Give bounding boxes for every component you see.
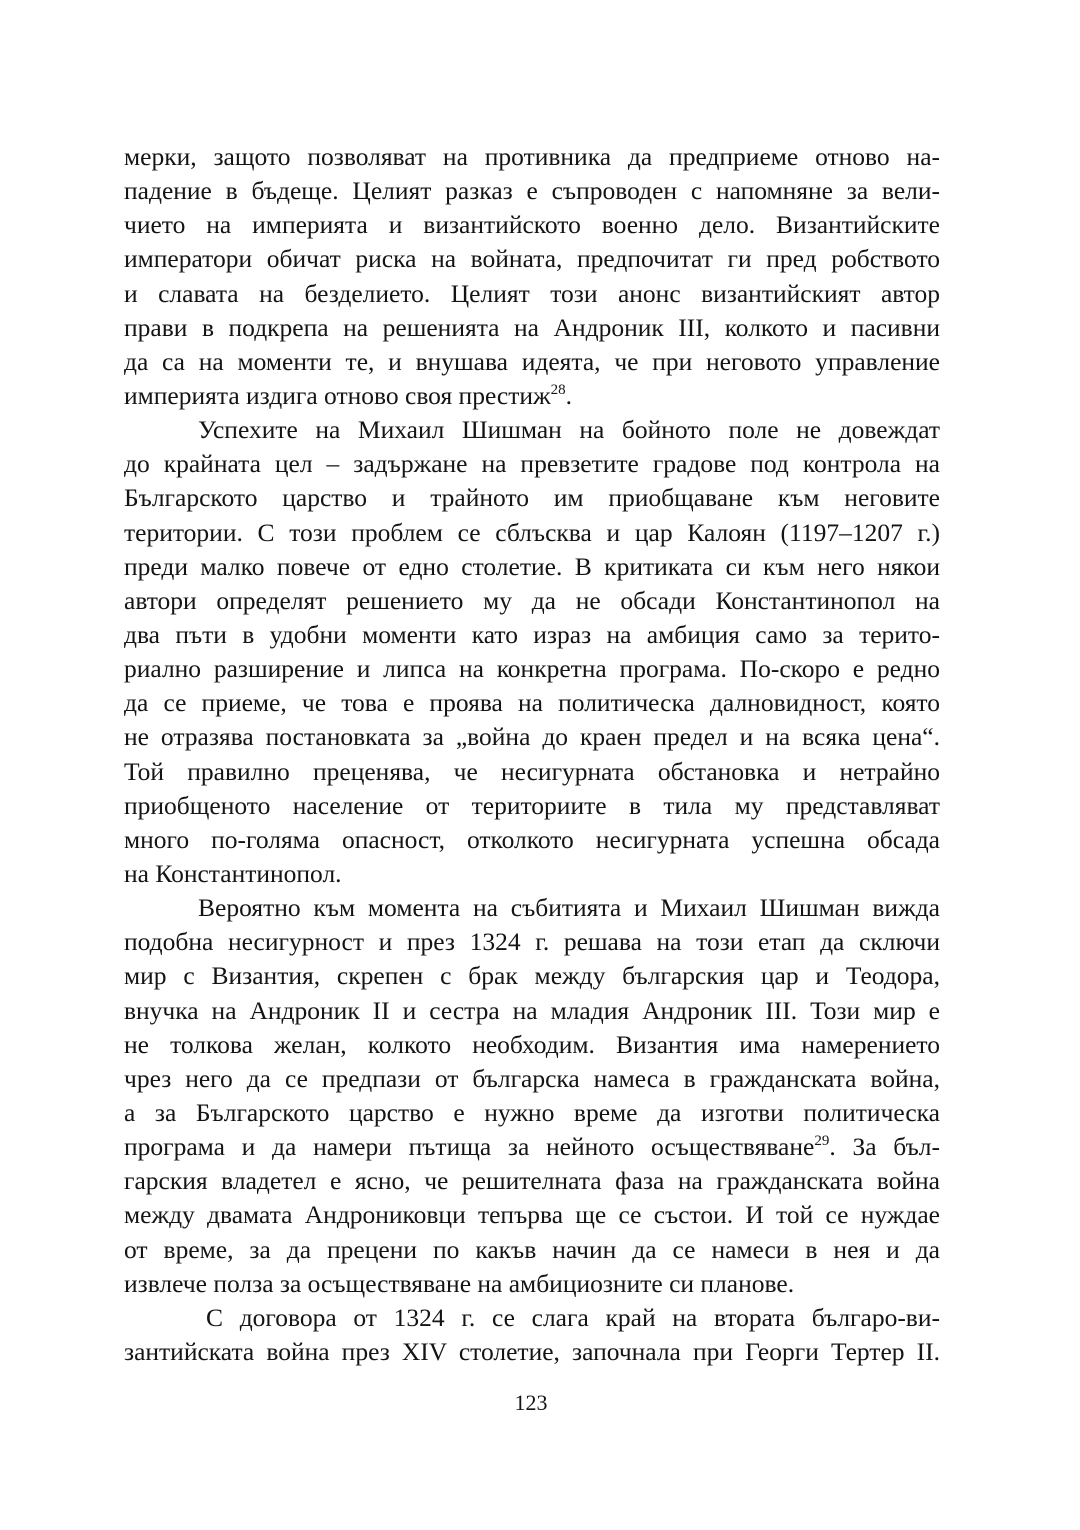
text-line: гарския владетел е ясно, че решителната фаза на гражданската война <box>124 1166 940 1196</box>
text-line: и славата на безделието. Целият този анонс византийският автор <box>124 278 940 308</box>
text-line: извлече полза за осъществяване на амбициозните си планове. <box>124 1268 795 1298</box>
text-line: Българското царство и трайното им приобщаване към неговите <box>124 483 940 513</box>
text-line: мир с Византия, скрепен с брак между българския цар и Теодора, <box>124 961 940 991</box>
text-line: Успехите на Михаил Шишман на бойното поле не довеждат <box>198 415 940 445</box>
paragraph <box>124 413 940 891</box>
text-line: много по-голяма опасност, отколкото несигурната успешна обсада <box>124 824 940 854</box>
text-line: между двамата Андрониковци тепърва ще се състои. И той се нуждае <box>124 1200 940 1230</box>
text-line: не толкова желан, колкото необходим. Византия има намерението <box>124 1029 940 1059</box>
text-line: императори обичат риска на войната, предпочитат ги пред робството <box>124 244 940 274</box>
text-line: да са на моменти те, и внушава идеята, че при неговото управление <box>124 346 940 376</box>
text-line: преди малко повече от едно столетие. В критиката си към него някои <box>124 551 940 581</box>
text-line: програма и да намери пътища за нейното осъществяване$^{29}$. За бъл- <box>124 1132 941 1162</box>
text-line: зантийската война през XIV столетие, започнала при Георги Тертер II. <box>124 1336 940 1366</box>
text-line: да се приеме, че това е проява на политическа далновидност, която <box>124 688 940 718</box>
paragraph <box>124 891 940 1301</box>
text-line: империята издига отново своя престиж$^{28}$. <box>124 380 573 410</box>
text-line: а за Българското царство е нужно време да изготви политическа <box>124 1097 940 1127</box>
text-line: Вероятно към момента на събитията и Михаил Шишман вижда <box>198 893 940 923</box>
text-line: подобна несигурност и през 1324 г. решава на този етап да сключи <box>124 927 940 957</box>
paragraph <box>124 140 940 413</box>
text-line: падение в бъдеще. Целият разказ е съпроводен с напомняне за вели- <box>124 176 940 206</box>
page-number: 123 <box>514 1390 548 1415</box>
text-line: от време, за да прецени по какъв начин да се намеси в нея и да <box>124 1234 940 1264</box>
text-line: мерки, защото позволяват на противника да предприеме отново на- <box>124 142 940 171</box>
text-line: до крайната цел – задържане на превзетите градове под контрола на <box>124 449 940 479</box>
footnote-reference[interactable]: 29 <box>814 1133 830 1150</box>
text-line: Той правилно преценява, че несигурната обстановка и нетрайно <box>124 756 940 786</box>
text-line: територии. С този проблем се сблъсква и цар Калоян (1197–1207 г.) <box>124 517 940 547</box>
text-line: автори определят решението му да не обсади Константинопол на <box>124 585 940 615</box>
text-line: прави в подкрепа на решенията на Андроник III, колкото и пасивни <box>124 312 940 342</box>
text-line: С договора от 1324 г. се слага край на втората българо-ви- <box>206 1302 940 1332</box>
text-line: на Константинопол. <box>124 858 342 888</box>
text-line: чието на империята и византийското военно дело. Византийските <box>124 210 940 240</box>
footnote-reference[interactable]: 28 <box>550 381 566 398</box>
text-line: приобщеното население от териториите в тила му представляват <box>124 790 940 820</box>
text-line: два пъти в удобни моменти като израз на амбиция само за терито- <box>124 619 940 649</box>
body-text <box>124 140 940 1369</box>
text-line: чрез него да се предпази от българска намеса в гражданската война, <box>124 1063 940 1093</box>
text-line: внучка на Андроник II и сестра на младия Андроник III. Този мир е <box>124 995 940 1025</box>
paragraph <box>124 1301 940 1369</box>
text-line: риално разширение и липса на конкретна програма. По-скоро е редно <box>124 654 940 684</box>
text-line: не отразява постановката за „война до краен предел и на всяка цена“. <box>124 722 940 752</box>
